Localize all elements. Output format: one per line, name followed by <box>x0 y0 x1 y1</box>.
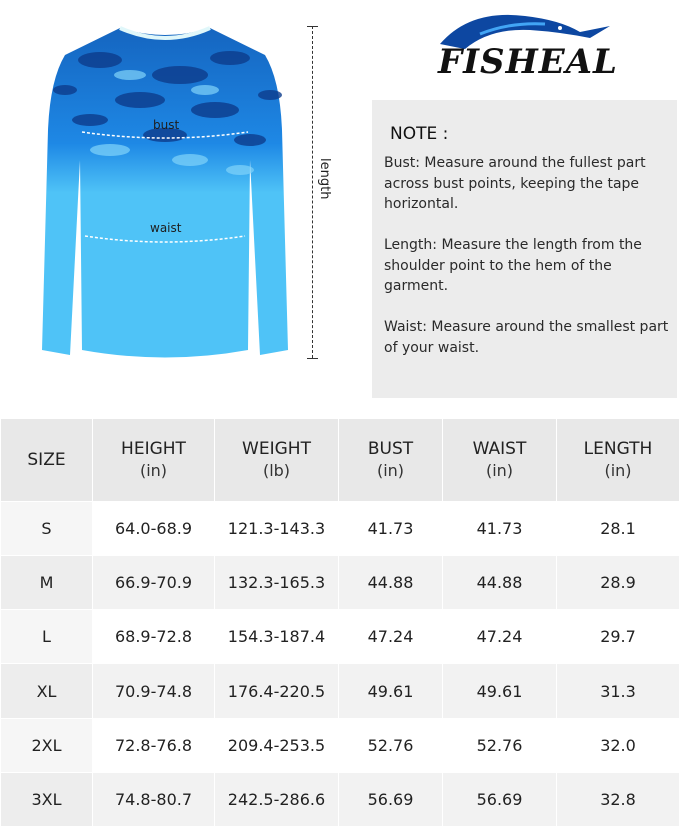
cell-bust: 52.76 <box>339 718 443 772</box>
cell-bust: 49.61 <box>339 664 443 718</box>
table-row <box>1 610 679 664</box>
table-row <box>1 664 679 718</box>
table-row <box>1 718 679 772</box>
cell-length: 29.7 <box>557 610 679 664</box>
long-sleeve-shirt-icon <box>30 20 300 365</box>
cell-bust: 47.24 <box>339 610 443 664</box>
note-box <box>372 100 677 398</box>
cell-size: 3XL <box>1 772 93 826</box>
cell-waist: 47.24 <box>443 610 557 664</box>
cell-length: 28.1 <box>557 502 679 556</box>
brand-logo-text: FISHEAL <box>438 42 618 82</box>
waist-label: waist <box>150 221 182 235</box>
cell-waist: 44.88 <box>443 556 557 610</box>
cell-waist: 56.69 <box>443 772 557 826</box>
cell-bust: 41.73 <box>339 502 443 556</box>
cell-weight: 176.4-220.5 <box>215 664 339 718</box>
cell-height: 74.8-80.7 <box>93 772 215 826</box>
note-bust: Bust: Measure around the fullest part across bust points, keeping the tape horizontal. <box>384 155 646 212</box>
cell-size: M <box>1 556 93 610</box>
cell-waist: 49.61 <box>443 664 557 718</box>
shirt-illustration <box>30 20 300 365</box>
length-dimension-bottom <box>307 358 318 359</box>
cell-size: L <box>1 610 93 664</box>
table-header-row <box>1 419 679 502</box>
cell-size: XL <box>1 664 93 718</box>
cell-bust: 44.88 <box>339 556 443 610</box>
cell-height: 64.0-68.9 <box>93 502 215 556</box>
cell-weight: 121.3-143.3 <box>215 502 339 556</box>
cell-weight: 154.3-187.4 <box>215 610 339 664</box>
cell-weight: 242.5-286.6 <box>215 772 339 826</box>
length-label: length <box>317 158 332 200</box>
note-length: Length: Measure the length from the shoulder point to the hem of the garment. <box>384 237 642 294</box>
header-weight: WEIGHT (lb) <box>215 419 339 502</box>
table-row <box>1 772 679 826</box>
cell-weight: 209.4-253.5 <box>215 718 339 772</box>
cell-length: 28.9 <box>557 556 679 610</box>
cell-height: 72.8-76.8 <box>93 718 215 772</box>
cell-size: 2XL <box>1 718 93 772</box>
header-waist: WAIST (in) <box>443 419 557 502</box>
cell-weight: 132.3-165.3 <box>215 556 339 610</box>
cell-height: 66.9-70.9 <box>93 556 215 610</box>
cell-waist: 41.73 <box>443 502 557 556</box>
cell-length: 32.0 <box>557 718 679 772</box>
cell-waist: 52.76 <box>443 718 557 772</box>
cell-length: 32.8 <box>557 772 679 826</box>
cell-size: S <box>1 502 93 556</box>
bust-label: bust <box>153 118 180 132</box>
cell-height: 70.9-74.8 <box>93 664 215 718</box>
note-title: NOTE : <box>390 124 449 144</box>
table-row <box>1 502 679 556</box>
cell-bust: 56.69 <box>339 772 443 826</box>
header-bust: BUST (in) <box>339 419 443 502</box>
cell-length: 31.3 <box>557 664 679 718</box>
note-waist: Waist: Measure around the smallest part of your waist. <box>384 319 669 356</box>
length-dimension-line <box>312 26 314 358</box>
header-height: HEIGHT (in) <box>93 419 215 502</box>
length-dimension-top <box>307 26 318 27</box>
table-row <box>1 556 679 610</box>
header-length: LENGTH (in) <box>557 419 679 502</box>
header-size: SIZE <box>1 419 93 502</box>
size-chart-table <box>0 418 679 827</box>
cell-height: 68.9-72.8 <box>93 610 215 664</box>
